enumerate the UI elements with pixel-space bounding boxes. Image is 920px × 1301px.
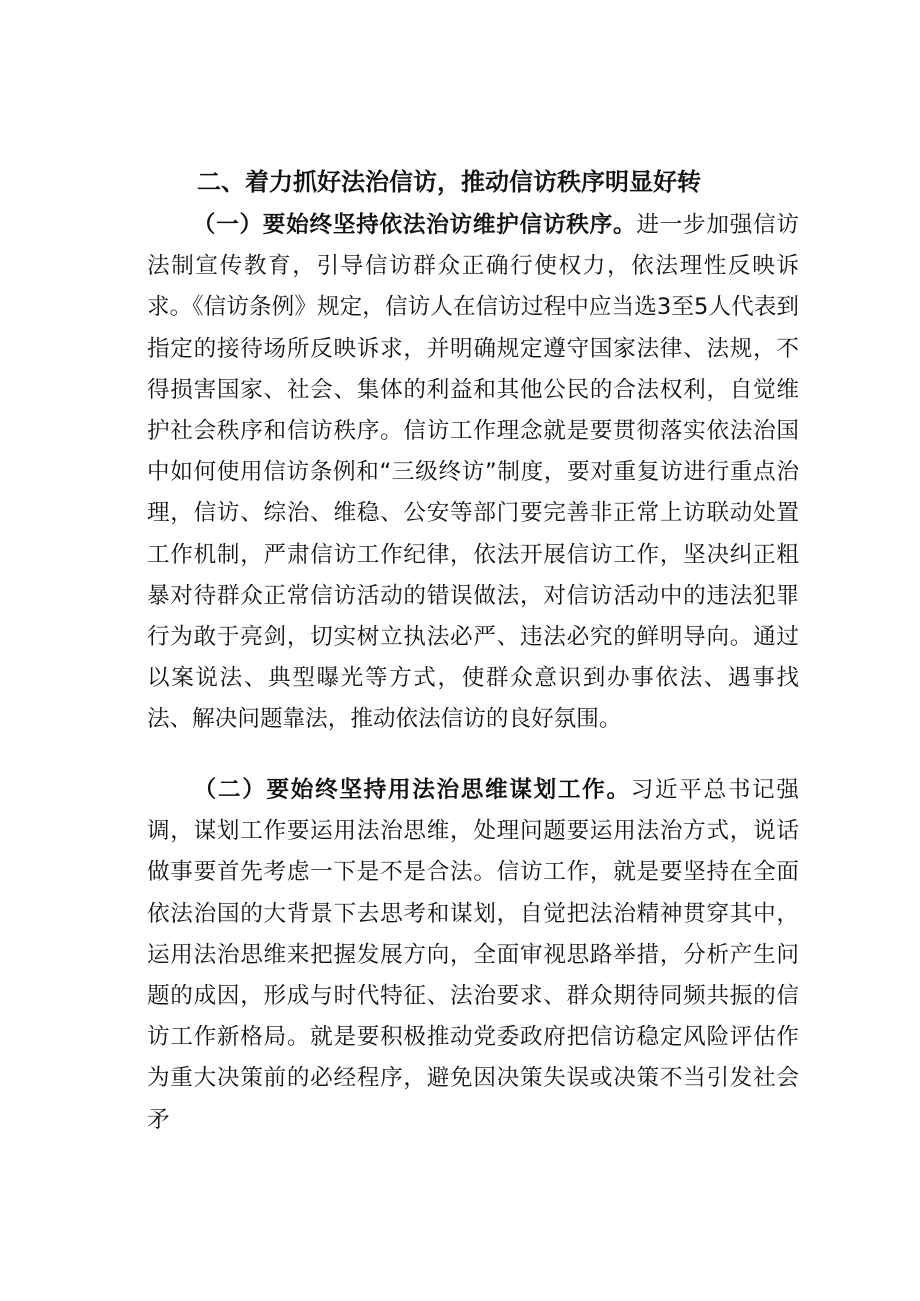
paragraph-1-lead: （一）要始终坚持依法治访维护信访秩序。 bbox=[192, 212, 637, 238]
section-heading: 二、着力抓好法治信访，推动信访秩序明显好转 bbox=[197, 168, 701, 196]
paragraph-2 bbox=[147, 770, 799, 1141]
paragraph-2-lead: （二）要始终坚持用法治思维谋划工作。 bbox=[192, 777, 631, 803]
paragraph-1 bbox=[147, 205, 799, 741]
paragraph-2-text: 习近平总书记强调，谋划工作要运用法治思维，处理问题要运用法治方式，说话做事要首先考虑一下是不是合法。信访工作，就是要坚持在全面依法治国的大背景下去思考和谋划，自觉把法治精神贯穿其中，运用法治思维来把握发展方向，全面审视思路举措，分析产生问题的成因，形成与时代特征、法治要求、群众期待同频共振的信访工作新格局。就是要积极推动党委政府把信访稳定风险评估作为重大决策前的必经程序，避免因决策失误或决策不当引发社会矛 bbox=[147, 777, 800, 1133]
paragraph-1-text: 进一步加强信访法制宣传教育，引导信访群众正确行使权力，依法理性反映诉求。《信访条例》规定，信访人在信访过程中应当选3至5人代表到指定的接待场所反映诉求，并明确规定遵守国家法律、法规，不得损害国家、社会、集体的利益和其他公民的合法权利，自觉维护社会秩序和信访秩序。信访工作理念就是要贯彻落实依法治国中如何使用信访条例和“三级终访”制度，要对重复访进行重点治理，信访、综治、维稳、公安等部门要完善非正常上访联动处置工作机制，严肃信访工作纪律，依法开展信访工作，坚决纠正粗暴对待群众正常信访活动的错误做法，对信访活动中的违法犯罪行为敢于亮剑，切实树立执法必严、违法必究的鲜明导向。通过以案说法、典型曝光等方式，使群众意识到办事依法、遇事找法、解决问题靠法，推动依法信访的良好氛围。 bbox=[147, 212, 800, 733]
